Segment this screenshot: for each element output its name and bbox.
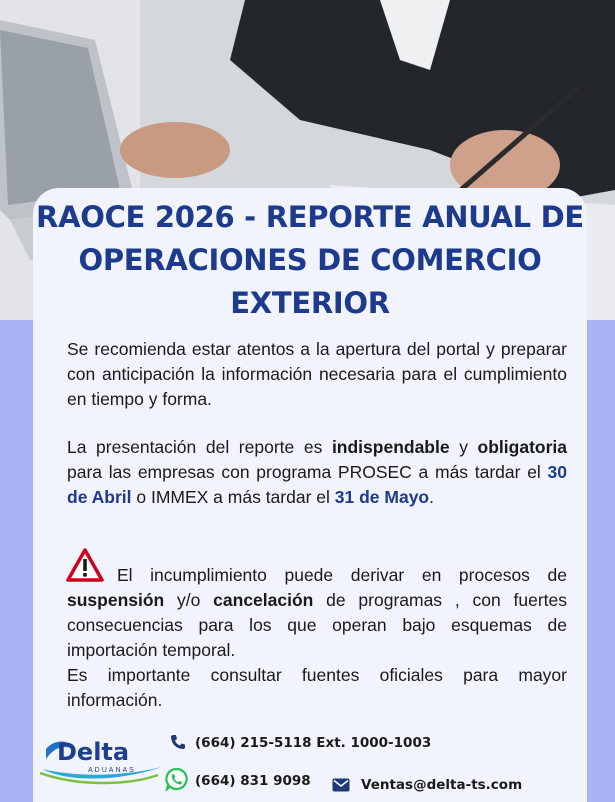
text: y <box>449 437 478 457</box>
deadline-prosec: 30 de Abril <box>67 462 567 507</box>
text: . <box>429 487 434 507</box>
text: El incumplimiento puede derivar en procesos de <box>117 565 567 585</box>
emphasis-text: suspensión <box>67 590 165 610</box>
emphasis-text: cancelación <box>213 590 314 610</box>
text: de programas , con fuertes consecuencias para los que operan bajo esquemas de importación temporal. <box>67 590 567 660</box>
mail-icon <box>332 778 350 792</box>
phone-icon <box>170 734 186 750</box>
recommendation-paragraph: Se recomienda estar atentos a la apertura del portal y preparar con anticipación la información necesaria para el cumplimiento en tiempo y forma. <box>67 339 567 409</box>
whatsapp-number[interactable]: (664) 831 9098 <box>195 773 311 789</box>
text: Es importante consultar fuentes oficiales para mayor información. <box>67 665 567 710</box>
emphasis-text: indispendable <box>331 437 450 457</box>
emphasis-text: obligatoria <box>477 437 567 457</box>
title-line: OPERACIONES DE COMERCIO <box>78 243 542 277</box>
text: o IMMEX a más tardar el <box>131 487 335 507</box>
phone-number[interactable]: (664) 215-5118 Ext. 1000-1003 <box>195 735 432 751</box>
email-address[interactable]: Ventas@delta-ts.com <box>361 777 523 793</box>
deadline-immex: 31 de Mayo <box>334 487 430 507</box>
logo-name: Delta <box>57 738 130 766</box>
title-line: RAOCE 2026 - REPORTE ANUAL DE <box>36 200 584 234</box>
page-title <box>33 196 587 325</box>
whatsapp-icon <box>165 767 189 791</box>
text: La presentación del reporte es <box>67 437 332 457</box>
text: y/o <box>164 590 214 610</box>
delta-logo <box>40 737 165 787</box>
title-line: EXTERIOR <box>230 286 390 320</box>
requirement-paragraph <box>67 435 567 510</box>
text: para las empresas con programa PROSEC a más tardar el <box>67 462 548 482</box>
logo-subtitle: ADUANAS <box>88 767 136 774</box>
warning-paragraph <box>67 563 567 713</box>
